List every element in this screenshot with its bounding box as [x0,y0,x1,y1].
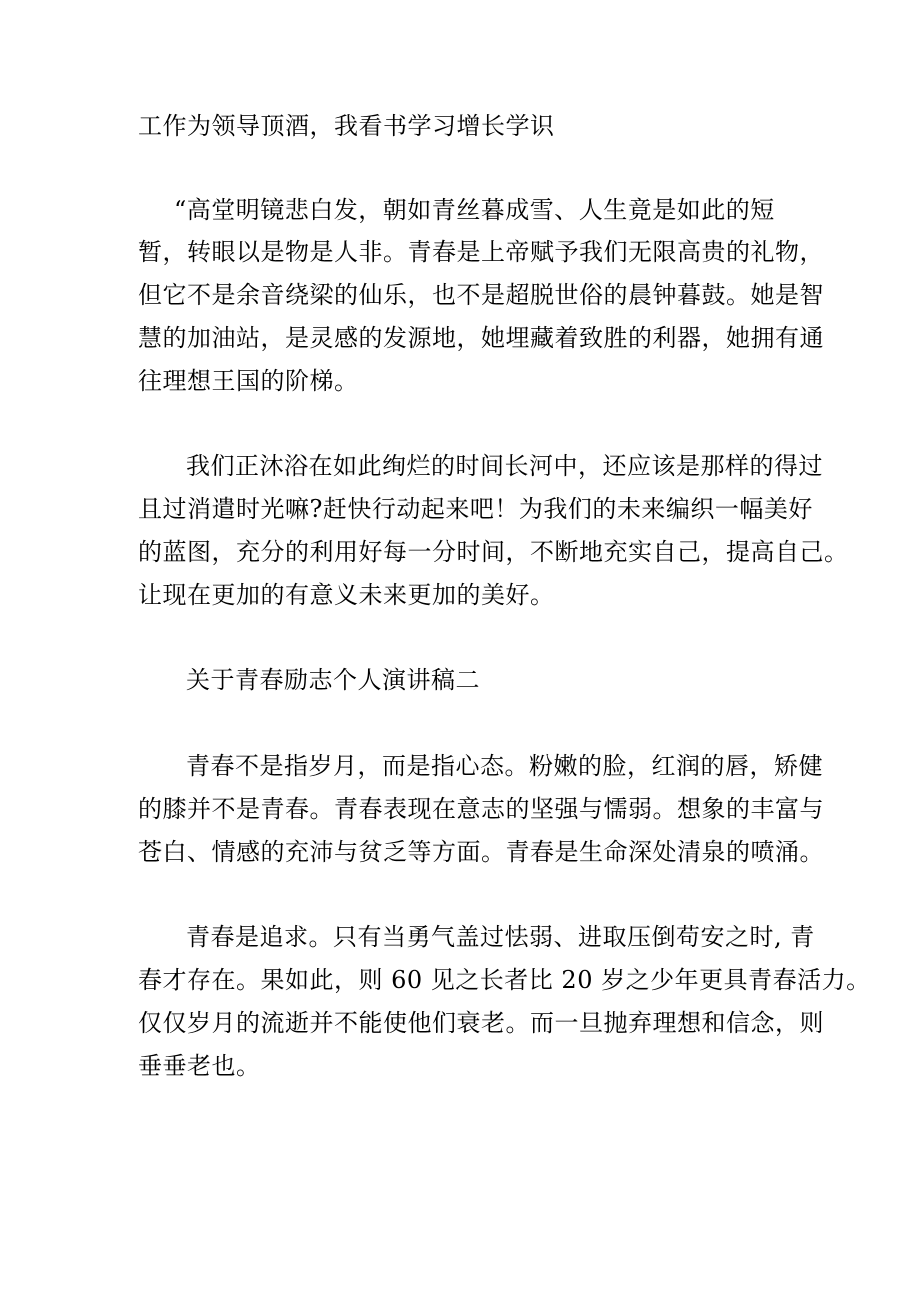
paragraph-1-line-1: “高堂明镜悲白发，朝如青丝暮成雪、人生竟是如此的短 [174,196,775,224]
paragraph-4-line-3: 仅仅岁月的流逝并不能使他们衰老。而一旦抛弃理想和信念，则 [138,1009,824,1037]
paragraph-1-line-2: 暂，转眼以是物是人非。青春是上帝赋予我们无限高贵的礼物， [138,238,824,266]
paragraph-2-line-4: 让现在更加的有意义未来更加的美好。 [138,581,555,609]
paragraph-2-line-2: 且过消遣时光嘛?赶快行动起来吧！为我们的未来编织一幅美好 [138,495,813,523]
paragraph-3-line-1: 青春不是指岁月，而是指心态。粉嫩的脸，红润的唇，矫健 [186,752,823,780]
paragraph-1-line-3: 但它不是余音绕梁的仙乐，也不是超脱世俗的晨钟暮鼓。她是智 [138,281,824,309]
section-heading: 关于青春励志个人演讲稿二 [186,666,480,694]
paragraph-1-line-4: 慧的加油站，是灵感的发源地，她埋藏着致胜的利器，她拥有通 [138,324,824,352]
paragraph-2-line-3: 的蓝图，充分的利用好每一分时间，不断地充实自己，提高自己。 [138,538,849,566]
paragraph-4-line-1: 青春是追求。只有当勇气盖过怯弱、进取压倒苟安之时, 青 [186,923,815,951]
text-line-carryover: 工作为领导顶酒，我看书学习增长学识 [138,112,555,140]
paragraph-1-line-5: 往理想王国的阶梯。 [138,367,359,395]
paragraph-4-line-4: 垂垂老也。 [138,1052,261,1080]
paragraph-2-line-1: 我们正沐浴在如此绚烂的时间长河中，还应该是那样的得过 [186,452,823,480]
paragraph-3-line-2: 的膝并不是青春。青春表现在意志的坚强与懦弱。想象的丰富与 [138,795,824,823]
paragraph-4-line-2: 春才存在。果如此，则 60 见之长者比 20 岁之少年更具青春活力。 [138,966,871,994]
paragraph-3-line-3: 苍白、情感的充沛与贫乏等方面。青春是生命深处清泉的喷涌。 [138,838,824,866]
